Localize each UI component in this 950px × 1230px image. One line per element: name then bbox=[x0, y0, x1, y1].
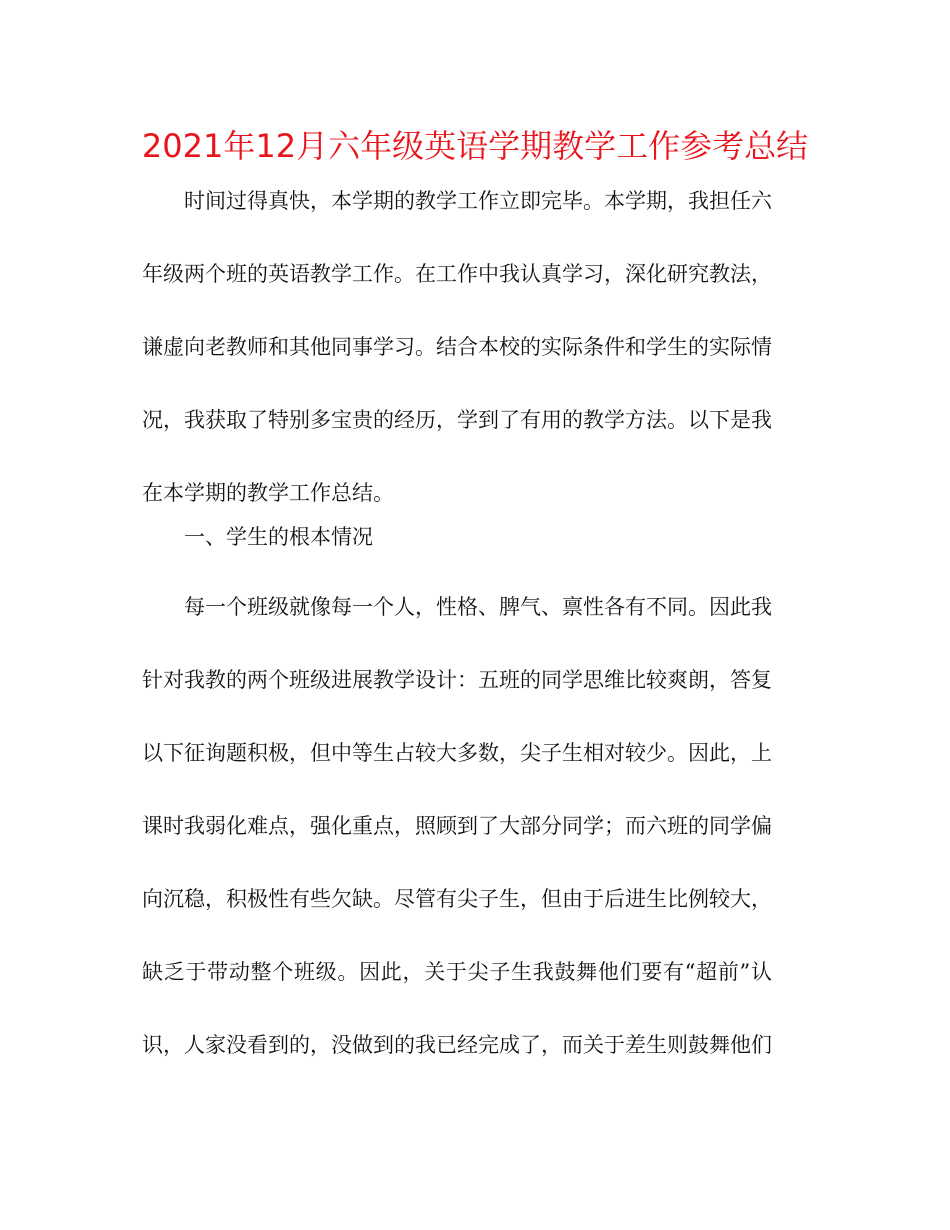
paragraph-line: 在本学期的教学工作总结。 bbox=[142, 481, 394, 505]
paragraph-line: 课时我弱化难点，强化重点，照顾到了大部分同学；而六班的同学偏 bbox=[142, 814, 772, 838]
paragraph-line: 时间过得真快，本学期的教学工作立即完毕。本学期，我担任六 bbox=[184, 189, 772, 213]
paragraph-line: 年级两个班的英语教学工作。在工作中我认真学习，深化研究教法， bbox=[142, 262, 772, 286]
paragraph-line: 以下征询题积极，但中等生占较大多数，尖子生相对较少。因此，上 bbox=[142, 741, 772, 765]
paragraph-line: 每一个班级就像每一个人，性格、脾气、禀性各有不同。因此我 bbox=[184, 595, 772, 619]
paragraph-students bbox=[142, 571, 772, 1082]
paragraph-line: 缺乏于带动整个班级。因此，关于尖子生我鼓舞他们要有“超前”认 bbox=[142, 960, 772, 984]
paragraph-line: 向沉稳，积极性有些欠缺。尽管有尖子生，但由于后进生比例较大， bbox=[142, 887, 772, 911]
document-title: 2021年12月六年级英语学期教学工作参考总结 bbox=[141, 127, 809, 165]
paragraph-line: 针对我教的两个班级进展教学设计：五班的同学思维比较爽朗，答复 bbox=[142, 668, 772, 692]
paragraph-intro bbox=[142, 165, 772, 530]
paragraph-line: 识，人家没看到的，没做到的我已经完成了，而关于差生则鼓舞他们 bbox=[142, 1033, 772, 1057]
section-heading bbox=[142, 501, 373, 574]
paragraph-line: 况，我获取了特别多宝贵的经历，学到了有用的教学方法。以下是我 bbox=[142, 408, 772, 432]
section-heading-line: 一、学生的根本情况 bbox=[184, 525, 373, 549]
paragraph-line: 谦虚向老教师和其他同事学习。结合本校的实际条件和学生的实际情 bbox=[142, 335, 772, 359]
